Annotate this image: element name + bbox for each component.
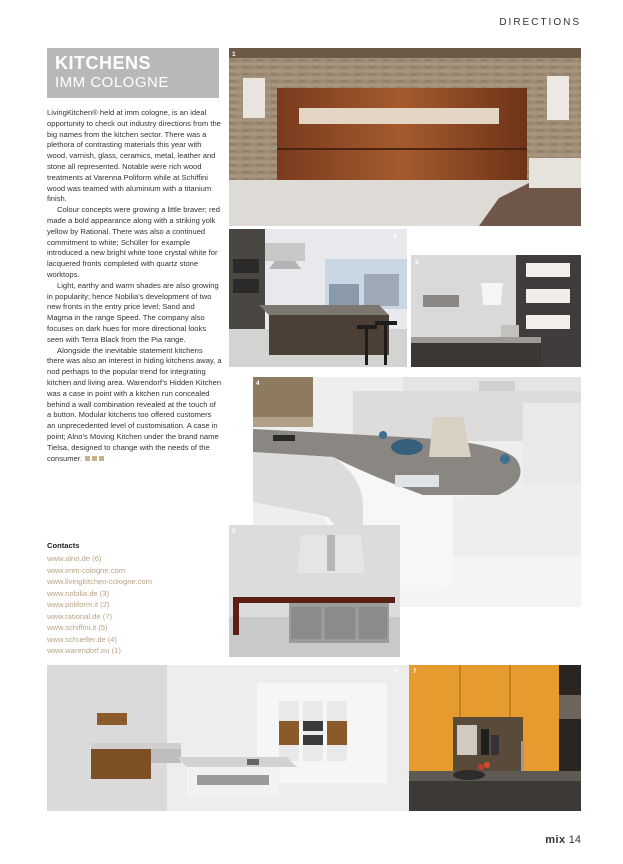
paragraph-last <box>47 346 222 465</box>
contact-link[interactable]: www.imm-cologne.com <box>47 565 126 575</box>
photo-kitchen-6-illustration <box>47 665 409 811</box>
contact-link[interactable]: www.rational.de (7) <box>47 611 112 621</box>
contacts-list <box>47 553 222 657</box>
photo-kitchen-1 <box>229 48 581 226</box>
photo-kitchen-5-illustration <box>229 525 400 657</box>
photo-number: 5 <box>232 528 236 535</box>
paragraph-text: Alongside the inevitable statement kitchens there was also an interest in hiding kitchens away, a nod perhaps to the popular trend for integrating kitchen and living area. Warendorf’s Hidden Kitchen was a case in point with a kitchen run concealed behind a wall combination revealed at the touch of a button. Modular kitchens too offered customers an unprecedented level of customisation. A case in point; Alno’s Moving Kitchen under the brand name Tielsa, designed to change with the needs of the consumer. <box>47 345 222 463</box>
photo-kitchen-7-illustration <box>409 665 581 811</box>
page-number: 14 <box>568 834 581 846</box>
article-subtitle: IMM COLOGNE <box>55 74 169 91</box>
article-title: KITCHENS <box>55 53 152 73</box>
photo-kitchen-7 <box>409 665 581 811</box>
magazine-brand: mix <box>545 834 566 846</box>
contact-link[interactable]: www.alno.de (6) <box>47 554 102 563</box>
photo-number: 1 <box>232 51 236 58</box>
paragraph: Light, earthy and warm shades are also growing in popularity; hence Nobilia’s development of two new fronts in the entry price level; Sand and Magma in the range Speed. The company also focuses on dark hues for more directional looks seen with Terra Black from the Pia range. <box>47 280 219 344</box>
contact-link[interactable]: www.poliform.it (2) <box>47 600 110 609</box>
contact-link[interactable]: www.livingkitchen-cologne.com <box>47 577 153 586</box>
photo-number: 3 <box>415 259 419 266</box>
photo-kitchen-3 <box>411 255 581 367</box>
contact-link[interactable]: www.nobilia.de (3) <box>47 588 110 598</box>
contacts-title: Contacts <box>47 541 80 550</box>
photo-number: 7 <box>413 668 417 675</box>
photo-kitchen-2 <box>229 229 407 367</box>
contact-link[interactable]: www.schiffini.it (5) <box>47 623 108 632</box>
contact-link[interactable]: www.warendorf.eu (1) <box>47 646 121 655</box>
end-mark-icon <box>85 456 105 461</box>
photo-kitchen-3-illustration <box>411 255 581 367</box>
paragraph: LivingKitchen® held at imm cologne, is an ideal opportunity to check out industry directions from the big names from the kitchen sector. There was a plethora of contrasting materials this year with wood, varnish, glass, ceramics, metal, leather and stone all represented. Notable were rich wood treatments at Varenna Poliform while at Schiffini wood was teamed with aluminium with a titanium finish. <box>47 108 221 204</box>
photo-number: 2 <box>393 233 397 240</box>
photo-kitchen-2-illustration <box>229 229 407 367</box>
page-footer <box>545 834 581 846</box>
photo-number: 4 <box>256 380 260 387</box>
contact-link[interactable]: www.schueller.de (4) <box>47 634 118 644</box>
photo-kitchen-5 <box>229 525 400 657</box>
article-title-box <box>47 48 219 98</box>
article-body <box>47 108 222 464</box>
photo-kitchen-6 <box>47 665 409 811</box>
paragraph: Colour concepts were growing a little braver; red made a bold appearance along with a striking yolk yellow by Rational. There was also a continued commitment to white; Schüller for example introduced a new bright white tone crystal white for lacquered fronts completed with quartz stone worktops. <box>47 205 220 279</box>
photo-number: 6 <box>395 668 399 675</box>
section-label: DIRECTIONS <box>499 17 581 28</box>
photo-kitchen-1-illustration <box>229 48 581 226</box>
